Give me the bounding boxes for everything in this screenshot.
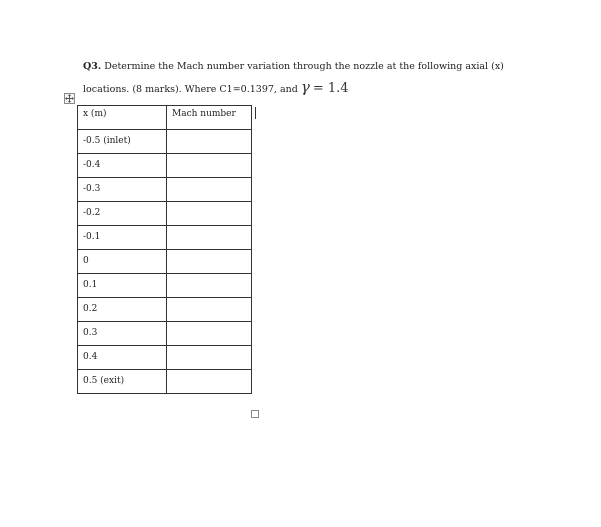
table-row (78, 298, 252, 322)
table-row (78, 322, 252, 346)
table-row (78, 226, 252, 250)
question-line-1 (83, 57, 563, 77)
text-cursor (255, 107, 256, 119)
cell-mach-number[interactable] (167, 370, 252, 394)
cell-mach-number[interactable] (167, 298, 252, 322)
table-resize-handle[interactable] (251, 410, 259, 418)
cell-mach-number[interactable] (167, 274, 252, 298)
cell-x[interactable]: 0.5 (exit) (78, 370, 167, 394)
question-line-1-text: Determine the Mach number variation through the nozzle at the following axial (x) (104, 61, 504, 72)
cell-mach-number[interactable] (167, 178, 252, 202)
cell-mach-number[interactable] (167, 322, 252, 346)
cell-x[interactable]: -0.4 (78, 154, 167, 178)
cell-x[interactable]: -0.5 (inlet) (78, 130, 167, 154)
cell-mach-number[interactable] (167, 202, 252, 226)
table-move-handle-icon[interactable] (64, 93, 75, 104)
cell-x[interactable]: -0.2 (78, 202, 167, 226)
table-row (78, 250, 252, 274)
table-row (78, 346, 252, 370)
header-x[interactable]: x (m) (78, 106, 167, 130)
question-label: Q3. (83, 61, 102, 72)
table-row (78, 154, 252, 178)
table-row (78, 370, 252, 394)
table-row (78, 130, 252, 154)
question-text (83, 57, 563, 100)
mach-number-table (77, 105, 252, 394)
cell-x[interactable]: -0.3 (78, 178, 167, 202)
cell-mach-number[interactable] (167, 226, 252, 250)
cell-x[interactable]: -0.1 (78, 226, 167, 250)
table-row (78, 274, 252, 298)
gamma-value: = 1.4 (312, 81, 349, 96)
table-header-row (78, 106, 252, 130)
question-line-2-text: locations. (8 marks). Where C1=0.1397, and (83, 84, 298, 95)
gamma-symbol: γ (300, 78, 310, 96)
table-row (78, 202, 252, 226)
table-row (78, 178, 252, 202)
cell-mach-number[interactable] (167, 130, 252, 154)
cell-mach-number[interactable] (167, 250, 252, 274)
cell-x[interactable]: 0.4 (78, 346, 167, 370)
cell-x[interactable]: 0.1 (78, 274, 167, 298)
cell-x[interactable]: 0.3 (78, 322, 167, 346)
table-body (78, 130, 252, 394)
cell-mach-number[interactable] (167, 346, 252, 370)
cell-mach-number[interactable] (167, 154, 252, 178)
cell-x[interactable]: 0.2 (78, 298, 167, 322)
header-mach-number[interactable]: Mach number (167, 106, 252, 130)
question-line-2 (83, 77, 563, 100)
cell-x[interactable]: 0 (78, 250, 167, 274)
